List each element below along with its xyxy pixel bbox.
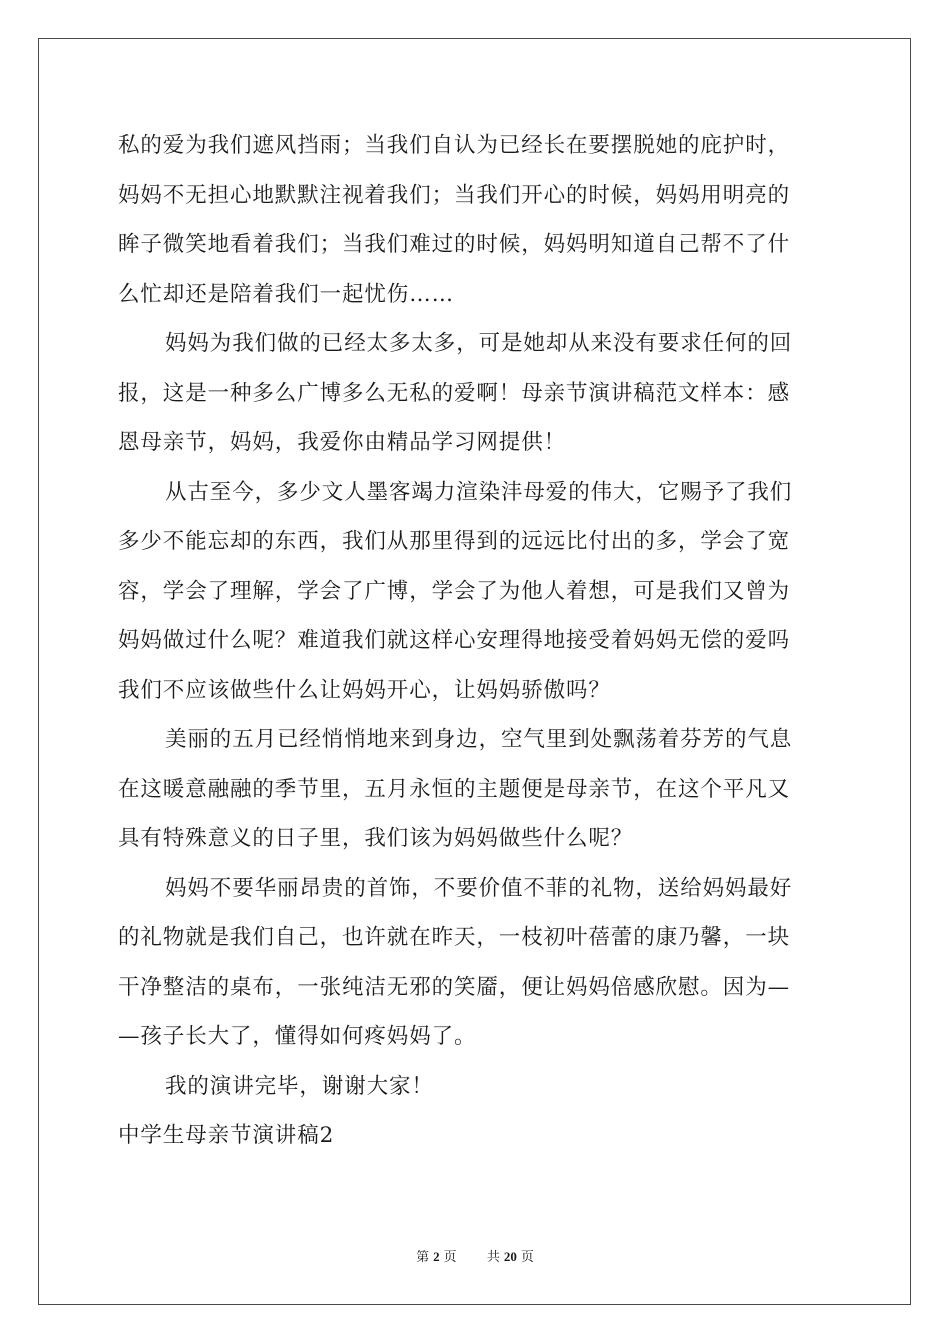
text-line: 的礼物就是我们自己，也许就在昨天，一枝初叶蓓蕾的康乃馨，一块	[118, 925, 791, 950]
paragraph-start-line: 妈妈为我们做的已经太多太多，可是她却从来没有要求任何的回	[165, 331, 793, 356]
text-line: 具有特殊意义的日子里，我们该为妈妈做些什么呢？	[118, 826, 634, 851]
page-suffix: 页	[443, 1250, 457, 1265]
text-line: 我们不应该做些什么让妈妈开心，让妈妈骄傲吗？	[118, 677, 611, 703]
page-number: 2	[433, 1249, 440, 1264]
closing-line: 我的演讲完毕，谢谢大家！	[165, 1073, 434, 1099]
text-line: 报，这是一种多么广博多么无私的爱啊！母亲节演讲稿范文样本：感	[118, 380, 791, 406]
total-pages: 20	[503, 1249, 517, 1264]
paragraph-start-line: 妈妈不要华丽昂贵的首饰，不要价值不菲的礼物，送给妈妈最好	[165, 875, 793, 901]
document-body	[118, 121, 834, 1161]
text-line: 私的爱为我们遮风挡雨；当我们自认为已经长在要摆脱她的庇护时，	[118, 133, 791, 158]
text-line: —孩子长大了，懂得如何疼妈妈了。	[118, 1024, 477, 1049]
page-prefix: 第	[416, 1250, 430, 1265]
page-footer	[0, 1246, 950, 1265]
total-prefix: 共	[486, 1250, 500, 1265]
text-line: 恩母亲节，妈妈，我爱你由精品学习网提供！	[118, 430, 567, 455]
text-line: 容，学会了理解，学会了广博，学会了为他人着想，可是我们又曾为	[118, 578, 791, 604]
paragraph-start-line: 美丽的五月已经悄悄地来到身边，空气里到处飘荡着芬芳的气息	[165, 727, 793, 752]
paragraph-start-line: 从古至今，多少文人墨客竭力渲染沣母爱的伟大，它赐予了我们	[165, 479, 793, 505]
text-line: 多少不能忘却的东西，我们从那里得到的远远比付出的多，学会了宽	[118, 529, 791, 554]
text-line: 干净整洁的桌布，一张纯洁无邪的笑靥，便让妈妈倍感欣慰。因为—	[118, 974, 791, 1000]
text-line: 在这暖意融融的季节里，五月永恒的主题便是母亲节，在这个平凡又	[118, 776, 791, 802]
text-line: 么忙却还是陪着我们一起忧伤……	[118, 281, 455, 307]
text-line: 妈妈不无担心地默默注视着我们；当我们开心的时候，妈妈用明亮的	[118, 182, 791, 208]
text-line: 眸子微笑地看着我们；当我们难过的时候，妈妈明知道自己帮不了什	[118, 232, 791, 257]
text-line: 妈妈做过什么呢？难道我们就这样心安理得地接受着妈妈无偿的爱吗	[118, 628, 791, 653]
total-suffix: 页	[520, 1250, 534, 1265]
section-heading: 中学生母亲节演讲稿2	[118, 1123, 335, 1148]
